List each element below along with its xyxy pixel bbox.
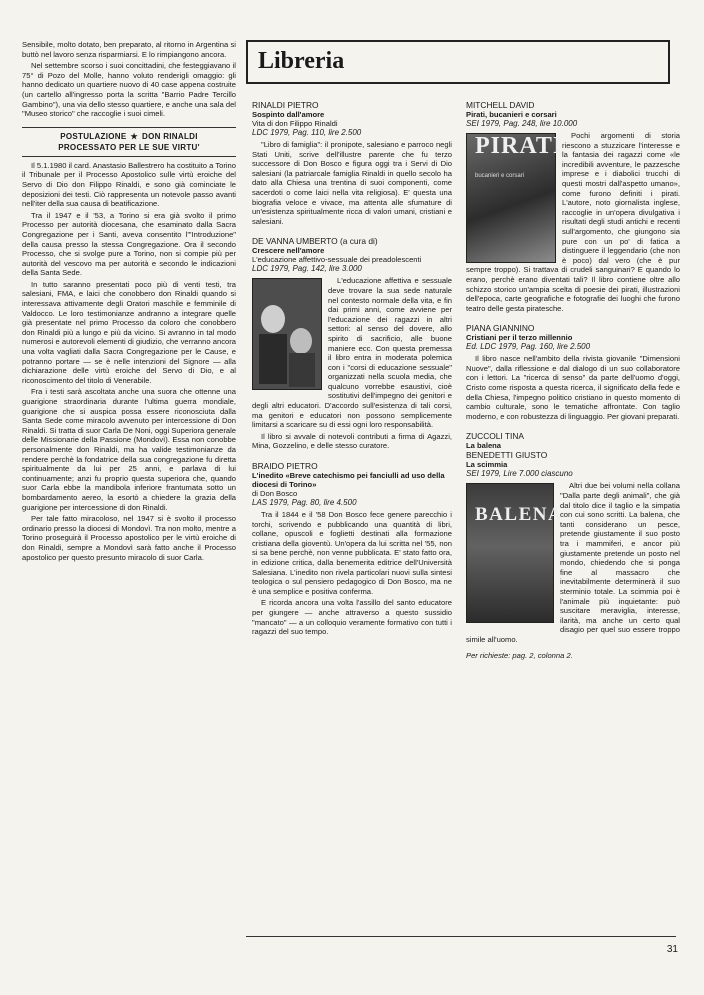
book-subtitle: di Don Bosco: [252, 489, 298, 499]
book-author: MITCHELL DAVID: [466, 100, 535, 110]
cover-subtitle: bucanieri e corsari: [475, 173, 525, 179]
book-title-2: La scimmia: [466, 460, 508, 470]
intro-paragraph: Nel settembre scorso i suoi concittadini, che festeggiavano il 75° di Pozo del Molle, hanno voluto renderigli omaggio: gli hanno dedicato un quartiere nuovo di 40 case appena costruite (un cartello all'ingresso porta la scritta "Barrio Padre Tercillo Gambino"), una via dello stesso quartiere, e anche una sala del "Museo storico" che raccoglie i suoi cimeli.: [22, 61, 236, 119]
request-note: Per richieste: pag. 2, colonna 2.: [466, 650, 573, 660]
column-left: [22, 40, 236, 564]
book-title: Cristiani per il terzo millennio: [466, 333, 573, 343]
book-publication: SEI 1979, Pag. 248, lire 10.000: [466, 119, 578, 128]
book-author-2: BENEDETTI GIUSTO: [466, 450, 548, 461]
book-review: [466, 100, 680, 313]
article-paragraph: Il 5.1.1980 il card. Anastasio Ballestrero ha costituito a Torino il Tribunale per il Processo Apostolico sulle virtù eroiche del Servo di Dio don Filippo Rinaldi, e sono già cominciate le deposizioni dei testi. Ciò rappresenta un notevole passo avanti nell'iter della sua causa di beatificazione.: [22, 160, 237, 209]
review-paragraph: Pochi argomenti di storia riescono a stuzzicare l'interesse e la fantasia dei ragazzi come «le incredibili avventure, le pazzesche imprese e i diabolici trucchi di questi mostri dall'aspetto umano», come furono definiti i pirati. L'autore, noto giornalista inglese, raccoglie in un'opera divulgativa i risultati degli studi antichi e recenti sull'argomento, che giungono sia pure con un po' di fatica a distinguere il leggendario (che non è poco) dal vero (che è pur sempre troppo). Si trattava di crudeli sanguinari? E quando lo erano, perchè erano diventati tali? Il libro contiene oltre allo schizzo storico un'ampia scelta di poesie dei pirati, illustrazioni dell'epoca, carte geografiche e fotografie dei luoghi che furono teatro delle gesta piratesche.: [466, 131, 680, 313]
book-cover-pirati: [466, 133, 564, 263]
review-paragraph: Il libro nasce nell'ambito della rivista giovanile "Dimensioni Nuove", dalla riflessione e dal dialogo di un suo collaboratore con i lettori. La "ricerca di senso" da parte dell'uomo d'oggi, Cristo come risposta a questa ricerca, il significato della fede e della Chiesa, l'impegno politico cristiano in questo momento di cambio culturale, sono le tematiche affrontate. Con taglio moderno, e con robustezza di linguaggio. Per giovani preparati.: [466, 354, 680, 421]
book-review: [252, 100, 452, 226]
book-author: ZUCCOLI TINA: [466, 431, 525, 442]
book-title: La balena: [466, 441, 502, 451]
section-heading-text2: DON RINALDI: [142, 131, 198, 141]
article-paragraph: Fra i testi sarà ascoltata anche una suora che ottenne una guarigione straordinaria durante l'ultima guerra mondiale, guarigione che si auspica possa essere riconosciuta dalla Santa Sede come miracolo avvenuto per intercessione di Don Rinaldi. Si tratta di suor Carla De Noni, oggi Superiora generale delle Missionarie della Passione (Mondovì). Essa non conobbe personalmente don Rinaldi, ma ha valide testimonianze da rendere perchè la fondatrice della sua congregazione fu diretta spiritualmente da lui per 25 anni, e parlava di lui continuamente; anzi fu proprio questa superiora che, quando suor Carla ebbe la mandibola inferiore frantumata sotto un bombardamento aereo, la esortò a chiedere la grazia della guarigione per intercessione di don Rinaldi.: [22, 387, 236, 512]
book-title: Crescere nell'amore: [252, 246, 325, 256]
cover-title: BALENA: [475, 504, 564, 526]
review-paragraph: "Libro di famiglia": il pronipote, salesiano e parroco negli Stati Uniti, scrive dell'illustre parente che fu terzo successore di Don Bosco e figura oggi tra i Servi di Dio salesiani (la patriarcale famiglia Rinaldi in quello secolo ha dato alla Chiesa una trentina di suoi componenti, come sacerdoti o come laici nella vita religiosa). E' questa una biografia veloce e vivace, ma attenta alle sfumature di un'esistenza spiritualmente ricca di valori umani, cristiani e salesiani.: [252, 140, 452, 226]
review-paragraph: E ricorda ancora una volta l'assillo del santo educatore per giungere — anche attraverso a questo sussidio "mancato" — a un colloquio veramente formativo con tutti i ragazzi del suo tempo.: [252, 598, 452, 637]
section-heading: [22, 127, 236, 157]
review-paragraph: Tra il 1844 e il '58 Don Bosco fece genere parecchio i torchi, scrivendo e pubblicando una quantità di libri, collane, opuscoli e foglietti destinati alla formazione cristiana della gioventù. Un'opera da lui scritta nel '55, non si sa bene perchè, non venne pubblicata. E' stato fatto ora, in edizione critica, dalla benemerita editrice dell'Università Salesiana. L'inedito non rivela particolari nuovi sulla sintesi teologica o sul pensiero pedagogico di Don Bosco, ma ne è una semplice e positiva conferma.: [252, 510, 452, 596]
section-subheading: PROCESSATO PER LE SUE VIRTU': [58, 142, 200, 152]
column-right: [466, 100, 680, 670]
cover-image: [466, 483, 564, 623]
book-author: RINALDI PIETRO: [252, 100, 319, 110]
libreria-heading-box: [246, 40, 670, 84]
article-paragraph: Per tale fatto miracoloso, nel 1947 si è svolto il processo ordinario presso la diocesi di Mondovì. Tra non molto, mentre a Torino proseguirà il Processo apostolico per le virtù eroiche di don Rinaldi, sempre a Mondovì sarà fatto anche il Processo apostolico per questo presunto miracolo di suor Carla.: [22, 514, 236, 562]
book-review: [466, 323, 680, 421]
page-number: 31: [666, 944, 678, 955]
book-title: Sospinto dall'amore: [252, 110, 325, 119]
cover-image: [466, 133, 564, 263]
intro-paragraph: Sensibile, molto dotato, ben preparato, al ritorno in Argentina si buttò nel lavoro senza risparmiarsi. E lo rimpiangono ancora.: [22, 40, 236, 59]
footer-divider: [246, 936, 676, 937]
book-cover-photo: [252, 278, 322, 393]
book-cover-balena: [466, 483, 564, 623]
review-paragraph: Il libro si avvale di notevoli contributi a firma di Agazzi, Mina, Gozzelino, e delle stesso curatore.: [252, 431, 452, 451]
book-review: [252, 461, 452, 637]
book-subtitle: Vita di don Filippo Rinaldi: [252, 119, 338, 128]
book-publication: LDC 1979, Pag. 110, lire 2.500: [252, 128, 362, 137]
book-publication: LDC 1979, Pag. 142, lire 3.000: [252, 264, 362, 274]
book-publication: SEI 1979, Lire 7.000 ciascuno: [466, 469, 573, 479]
review-paragraph: L'educazione affettiva e sessuale deve trovare la sua sede naturale nel contesto normale della vita, e fin dai primi anni, come avviene per l'educazione dei ragazzi in altri settori: al senso del dovere, allo spirito di sacrificio, alle buone maniere ecc. Con questa premessa il libro entra in moderata polemica con i "corsi di educazione sessuale" organizzati nella scuola media, che qualcuno vorrebbe esaustivi, cioè sostitutivi dell'impegno dei genitori e degli altri educatori. D'accordo sull'esistenza di tali corsi, ma genitori e educatori non possono semplicemente limitarsi a scaricare su di essi ogni loro responsabilità.: [252, 276, 452, 430]
book-review: [252, 236, 452, 451]
article-paragraph: In tutto saranno presentati poco più di venti testi, tra salesiani, FMA, e laici che conobbero don Rinaldi quando si interessava attivamente degli Oratori maschile e femminile di Valdocco. Le loro testimonianze andranno a integrare quelle già presentate nel primo Processo da coloro che conobbero don Rinaldi più a lungo e più da vicino. Si avranno in tal modo numerosi e autorevoli elementi di giudizio, che verranno ancora una volta vagliati dalla Sacra Congregazione per le Cause, e potranno portare — se è nelle intenzioni del Signore — alla dichiarazione delle virtù eroiche del Servo di Dio, e al riconoscimento del titolo di Venerabile.: [22, 279, 236, 385]
book-author: DE VANNA UMBERTO (a cura di): [252, 236, 378, 247]
book-title: Pirati, bucanieri e corsari: [466, 110, 557, 119]
book-publication: LAS 1979, Pag. 80, lire 4.500: [252, 498, 357, 508]
photo-image: [252, 278, 322, 390]
book-author: PIANA GIANNINO: [466, 323, 535, 334]
book-title: L'inedito «Breve catechismo pei fanciulli ad uso della diocesi di Torino»: [252, 471, 445, 490]
column-middle: [252, 100, 452, 647]
book-review: [466, 431, 680, 660]
cover-title: PIRATI: [475, 133, 564, 159]
article-paragraph: Tra il 1947 e il '53, a Torino si era già svolto il primo Processo per autorità diocesana, che esaminato dalla Sacra Congregazione per i Santi, aveva consentito l'"Introduzione" della causa presso la stessa Congregazione. Ora il secondo Processo, che si svolge pure a Torino, non si compie più per autorità del vescovo ma per autorità e secondo le indicazioni della Santa Sede.: [22, 210, 236, 278]
book-author: BRAIDO PIETRO: [252, 461, 318, 472]
section-heading-text: POSTULAZIONE: [60, 131, 127, 141]
book-publication: Ed. LDC 1979, Pag. 160, lire 2.500: [466, 342, 591, 352]
book-subtitle: L'educazione affettivo-sessuale dei preadolescenti: [252, 255, 422, 265]
libreria-title: Libreria: [258, 48, 345, 74]
review-paragraph: Altri due bei volumi nella collana "Dalla parte degli animali", che già dal titolo dice il taglio e la simpatia con cui sono scritti. La balena, che tanti considerano un pesce, pretende giustamente il suo posto tra i mammiferi, e ancor più giustamente pretende un posto nel mondo, chiedendo che si ponga fine al massacro che inevitabilmente determinerà il suo sterminio totale. La scimmia poi è l'animale più inquietante: può suscitare meraviglia, interesse, ilarità, ma anche un certo qual disagio per quel suo essere troppo simile all'uomo.: [466, 481, 680, 644]
star-icon: ★: [130, 131, 138, 141]
